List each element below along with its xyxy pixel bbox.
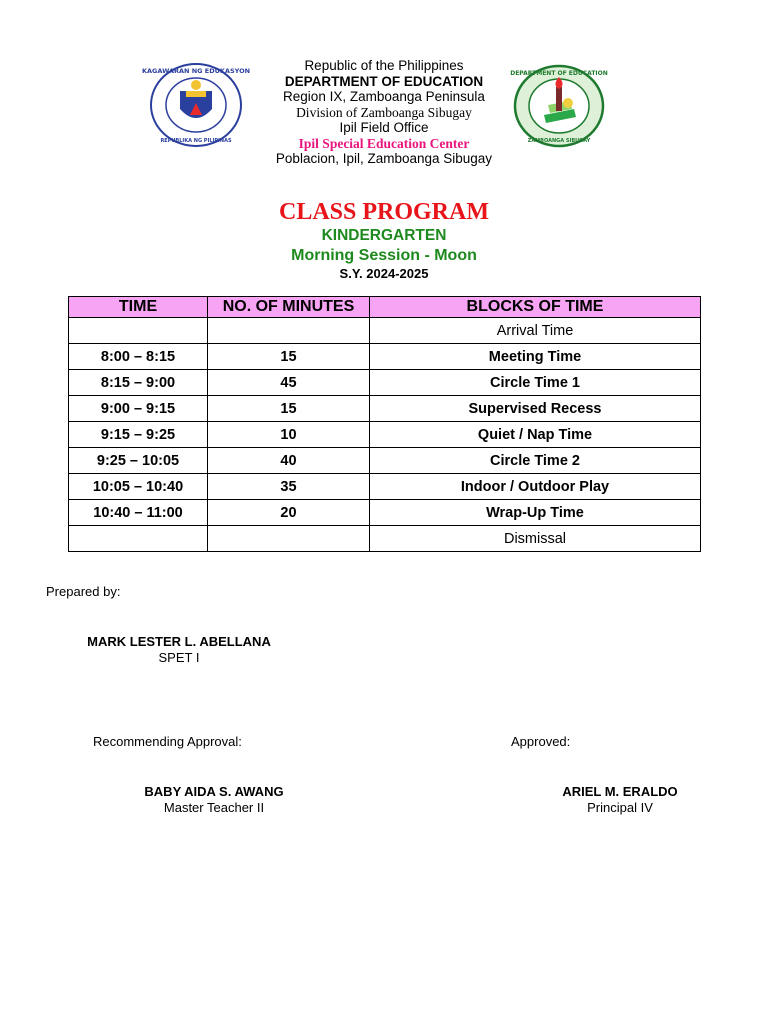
table-header-row <box>69 297 701 318</box>
grade-level: KINDERGARTEN <box>321 227 447 244</box>
header-minutes: NO. OF MINUTES <box>208 297 370 318</box>
time-cell <box>69 526 208 552</box>
block-cell: Circle Time 2 <box>370 448 701 474</box>
recommending-label: Recommending Approval: <box>93 734 242 749</box>
minutes-cell <box>208 526 370 552</box>
svg-text:KAGAWARAN NG EDUKASYON: KAGAWARAN NG EDUKASYON <box>141 67 251 75</box>
republic-line: Republic of the Philippines <box>304 58 464 73</box>
department-line: DEPARTMENT OF EDUCATION <box>284 73 484 89</box>
svg-text:REPUBLIKA NG PILIPINAS: REPUBLIKA NG PILIPINAS <box>160 138 232 144</box>
block-cell: Supervised Recess <box>370 396 701 422</box>
minutes-cell: 20 <box>208 500 370 526</box>
prepared-name: MARK LESTER L. ABELLANA <box>87 634 271 649</box>
approved-label: Approved: <box>511 734 571 749</box>
svg-text:DEPARTMENT OF EDUCATION: DEPARTMENT OF EDUCATION <box>510 70 608 77</box>
minutes-cell: 35 <box>208 474 370 500</box>
time-cell: 9:00 – 9:15 <box>69 396 208 422</box>
minutes-cell: 15 <box>208 344 370 370</box>
session-name: Morning Session - Moon <box>291 247 477 264</box>
prepared-by-label: Prepared by: <box>46 584 121 599</box>
approved-name: ARIEL M. ERALDO <box>562 784 678 799</box>
header-time: TIME <box>69 297 208 318</box>
prepared-signatory <box>60 634 298 666</box>
approved-signatory <box>530 784 710 816</box>
block-cell: Arrival Time <box>370 318 701 344</box>
block-cell: Quiet / Nap Time <box>370 422 701 448</box>
time-cell: 8:00 – 8:15 <box>69 344 208 370</box>
page-title: CLASS PROGRAM <box>278 199 489 225</box>
time-cell: 10:05 – 10:40 <box>69 474 208 500</box>
school-name: Ipil Special Education Center <box>298 135 470 151</box>
minutes-cell: 10 <box>208 422 370 448</box>
title-block <box>0 198 768 282</box>
table-row <box>69 396 701 422</box>
table-row <box>69 448 701 474</box>
minutes-cell: 15 <box>208 396 370 422</box>
table-row <box>69 318 701 344</box>
table-row <box>69 422 701 448</box>
time-cell: 9:25 – 10:05 <box>69 448 208 474</box>
recommending-signatory <box>104 784 324 816</box>
table-row <box>69 344 701 370</box>
division-seal-icon <box>510 65 608 147</box>
svg-text:ZAMBOANGA SIBUGAY: ZAMBOANGA SIBUGAY <box>527 138 591 144</box>
school-address: Poblacion, Ipil, Zamboanga Sibugay <box>275 151 493 166</box>
block-cell: Circle Time 1 <box>370 370 701 396</box>
minutes-cell <box>208 318 370 344</box>
block-cell: Meeting Time <box>370 344 701 370</box>
time-cell: 8:15 – 9:00 <box>69 370 208 396</box>
table-row <box>69 370 701 396</box>
prepared-title: SPET I <box>158 650 200 665</box>
school-year: S.Y. 2024-2025 <box>339 266 429 281</box>
time-cell <box>69 318 208 344</box>
region-line: Region IX, Zamboanga Peninsula <box>283 89 485 104</box>
block-cell: Indoor / Outdoor Play <box>370 474 701 500</box>
field-office-line: Ipil Field Office <box>339 120 429 135</box>
block-cell: Wrap-Up Time <box>370 500 701 526</box>
table-row <box>69 526 701 552</box>
recommending-name: BABY AIDA S. AWANG <box>144 784 284 799</box>
minutes-cell: 45 <box>208 370 370 396</box>
schedule-table <box>68 296 701 552</box>
recommending-title: Master Teacher II <box>163 800 265 815</box>
block-cell: Dismissal <box>370 526 701 552</box>
division-line: Division of Zamboanga Sibugay <box>296 104 472 120</box>
time-cell: 9:15 – 9:25 <box>69 422 208 448</box>
table-row <box>69 474 701 500</box>
minutes-cell: 40 <box>208 448 370 474</box>
table-row <box>69 500 701 526</box>
letterhead <box>0 58 768 167</box>
approved-title: Principal IV <box>587 800 653 815</box>
time-cell: 10:40 – 11:00 <box>69 500 208 526</box>
header-blocks: BLOCKS OF TIME <box>370 297 701 318</box>
